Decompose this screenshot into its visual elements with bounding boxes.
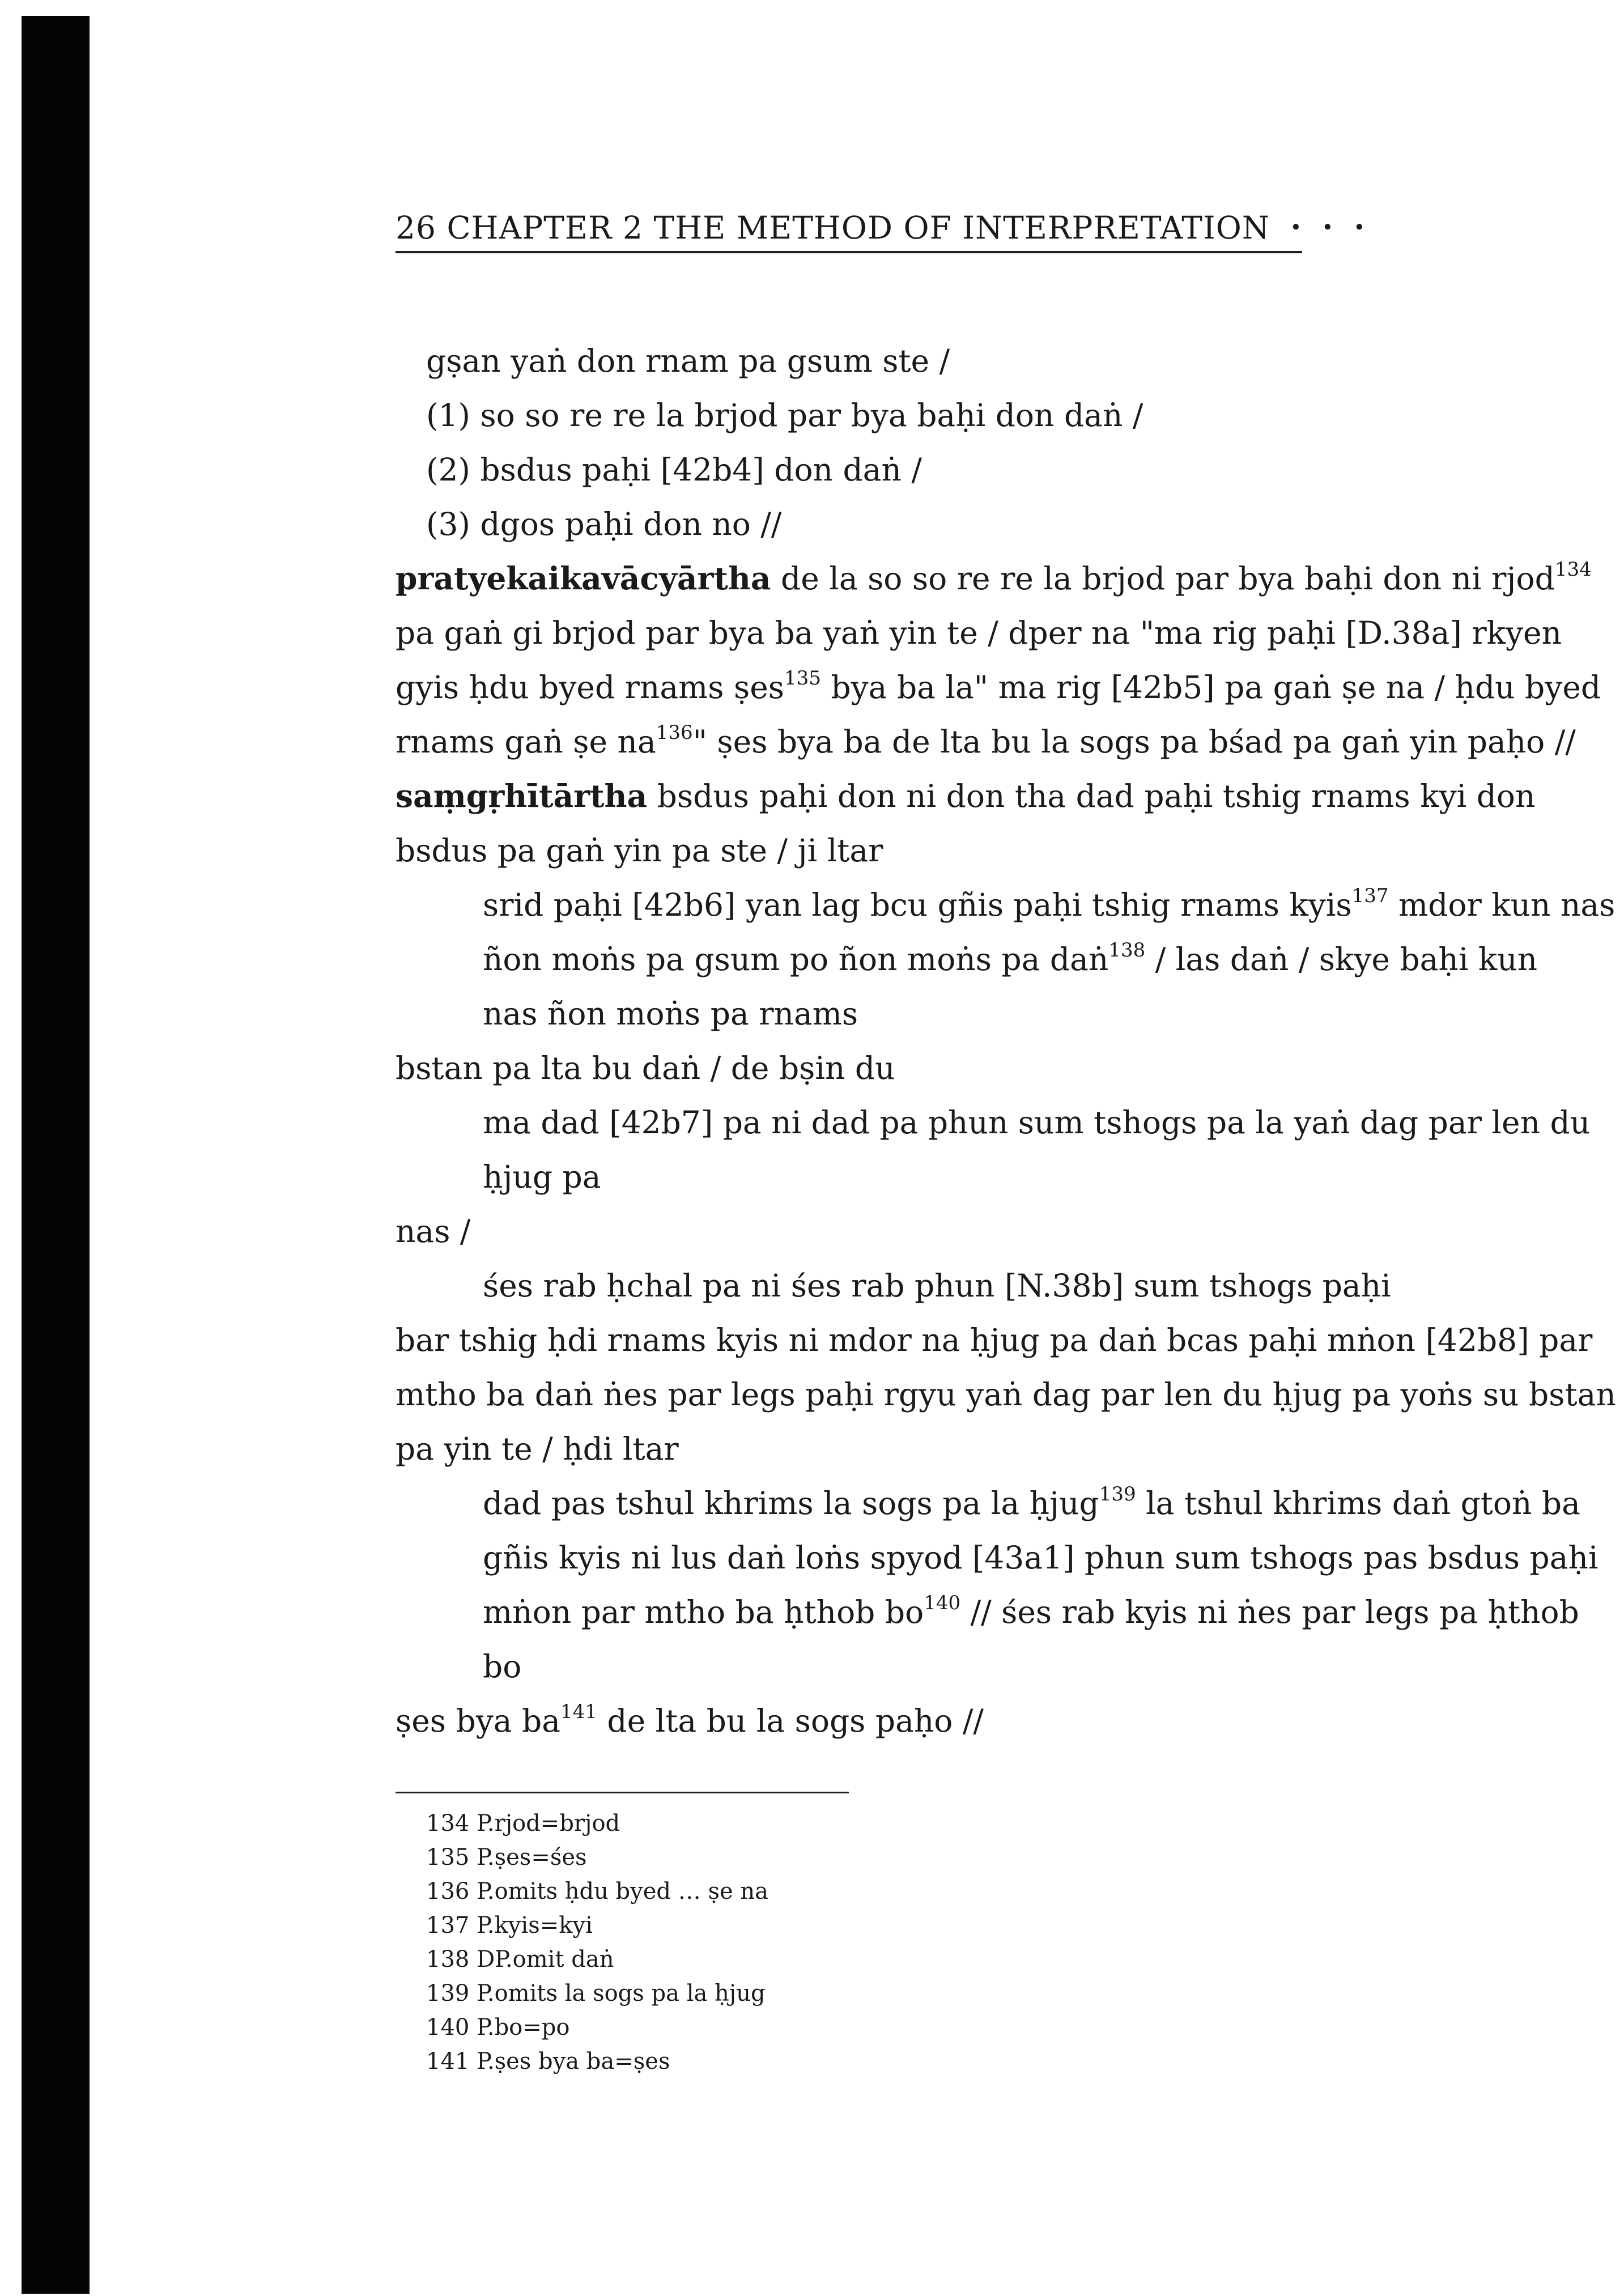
text-line (483, 1592, 1579, 1632)
text-segment: ṣes bya ba (396, 1703, 561, 1739)
text-line (483, 1483, 1580, 1523)
footnote-rule (396, 1792, 849, 1793)
text-segment: ḥjug pa (483, 1159, 601, 1195)
text-line (396, 1375, 1616, 1414)
text-line (426, 450, 922, 490)
text-segment: mdor kun nas (1388, 887, 1616, 923)
text-segment: rnams gaṅ ṣe na (396, 724, 656, 760)
text-line (396, 1048, 895, 1088)
text-segment: bar tshig ḥdi rnams kyis ni mdor na ḥjug pa daṅ bcas paḥi mṅon [42b8] par (396, 1322, 1593, 1358)
text-line (396, 613, 1562, 653)
term-heading: saṃgṛhītārtha (396, 777, 648, 814)
term-heading: pratyekaikavācyārtha (396, 560, 771, 597)
text-segment: śes rab ḥchal pa ni śes rab phun [N.38b] sum tshogs paḥi (483, 1268, 1391, 1304)
text-line (396, 722, 1576, 762)
text-segment: // śes rab kyis ni ṅes par legs pa ḥthob (960, 1594, 1579, 1630)
text-segment: pa yin te / ḥdi ltar (396, 1431, 679, 1467)
text-segment: mtho ba daṅ ṅes par legs paḥi rgyu yaṅ dag par len du ḥjug pa yoṅs su bstan (396, 1376, 1616, 1413)
footnote: 135 P.ṣes=śes (426, 1844, 587, 1870)
text-line (396, 667, 1601, 707)
text-line (483, 1157, 601, 1197)
text-line (396, 831, 883, 870)
footnote: 140 P.bo=po (426, 2014, 570, 2040)
footnote: 141 P.ṣes bya ba=ṣes (426, 2048, 670, 2074)
text-segment: bsdus paḥi don ni don tha dad paḥi tshig rnams kyi don (647, 778, 1536, 814)
footnote: 136 P.omits ḥdu byed … ṣe na (426, 1878, 768, 1904)
text-segment: dad pas tshul khrims la sogs pa la ḥjug (483, 1485, 1099, 1521)
text-segment: gyis ḥdu byed rnams ṣes (396, 669, 784, 705)
footnote-ref: 134 (1554, 558, 1592, 581)
text-line (483, 1647, 521, 1686)
text-segment: pa gaṅ gi brjod par bya ba yaṅ yin te / dper na "ma rig paḥi [D.38a] rkyen (396, 615, 1562, 651)
text-line (483, 1538, 1599, 1578)
footnote: 137 P.kyis=kyi (426, 1912, 593, 1938)
text-line (396, 559, 1592, 598)
text-segment: la tshul khrims daṅ gtoṅ ba (1136, 1485, 1580, 1521)
text-segment: de la so so re re la brjod par bya baḥi don ni rjod (771, 560, 1555, 597)
footnote-ref: 139 (1099, 1483, 1136, 1506)
text-segment: gñis kyis ni lus daṅ loṅs spyod [43a1] phun sum tshogs pas bsdus paḥi (483, 1540, 1599, 1576)
text-line (396, 1320, 1592, 1360)
running-head: 26 CHAPTER 2 THE METHOD OF INTERPRETATION ・・・ (396, 203, 1302, 253)
text-line (483, 1103, 1590, 1142)
text-line (483, 885, 1615, 925)
text-line (396, 776, 1535, 816)
text-line (483, 939, 1537, 979)
text-segment: (1) so so re re la brjod par bya baḥi don daṅ / (426, 397, 1143, 433)
footnote-ref: 136 (656, 721, 693, 744)
footnote-ref: 137 (1351, 885, 1389, 907)
text-segment: ñon moṅs pa gsum po ñon moṅs pa daṅ (483, 941, 1109, 977)
footnote-ref: 141 (560, 1700, 597, 1723)
scan-binding-edge (22, 16, 90, 2294)
text-line (426, 341, 950, 381)
text-line (396, 1701, 984, 1741)
text-segment: bsdus pa gaṅ yin pa ste / ji ltar (396, 832, 883, 869)
text-line (396, 1211, 470, 1251)
text-segment: de lta bu la sogs paḥo // (597, 1703, 984, 1739)
footnote: 139 P.omits la sogs pa la ḥjug (426, 1980, 766, 2006)
text-segment: mṅon par mtho ba ḥthob bo (483, 1594, 924, 1630)
text-line (396, 1429, 679, 1469)
text-segment: " ṣes bya ba de lta bu la sogs pa bśad pa gaṅ yin paḥo // (692, 724, 1576, 760)
footnote: 138 DP.omit daṅ (426, 1946, 614, 1972)
footnote-ref: 135 (784, 667, 821, 690)
footnote: 134 P.rjod=brjod (426, 1810, 620, 1836)
text-segment: (3) dgos paḥi don no // (426, 506, 782, 542)
text-line (483, 1266, 1391, 1306)
text-segment: srid paḥi [42b6] yan lag bcu gñis paḥi tshig rnams kyis (483, 887, 1352, 923)
text-segment: nas ñon moṅs pa rnams (483, 996, 858, 1032)
footnote-ref: 140 (924, 1592, 961, 1614)
text-segment: bo (483, 1648, 522, 1685)
text-line (426, 504, 781, 544)
text-line (426, 396, 1143, 435)
text-segment: ma dad [42b7] pa ni dad pa phun sum tshogs pa la yaṅ dag par len du (483, 1104, 1591, 1141)
text-segment: bya ba la" ma rig [42b5] pa gaṅ ṣe na / ḥdu byed (820, 669, 1601, 705)
footnote-ref: 138 (1108, 939, 1146, 962)
text-segment: bstan pa lta bu daṅ / de bṣin du (396, 1050, 895, 1086)
text-line (483, 994, 858, 1034)
text-segment: nas / (396, 1213, 471, 1249)
text-segment: (2) bsdus paḥi [42b4] don daṅ / (426, 452, 922, 488)
text-segment: gṣan yaṅ don rnam pa gsum ste / (426, 343, 950, 379)
text-segment: / las daṅ / skye baḥi kun (1145, 941, 1538, 977)
